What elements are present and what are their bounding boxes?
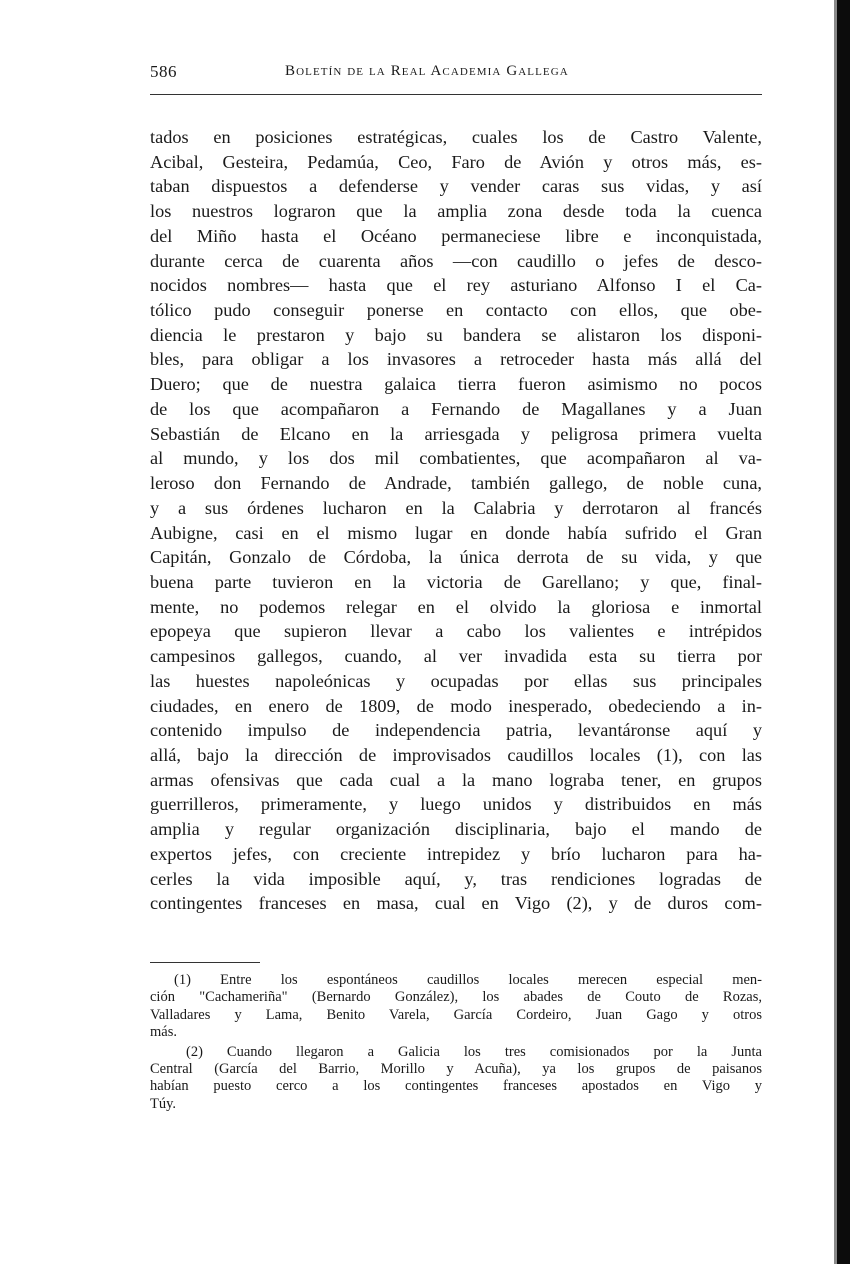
text-line: Sebastián de Elcano en la arriesgada y peligrosa primera vuelta [150,423,762,444]
text-line: de los que acompañaron a Fernando de Magallanes y a Juan [150,398,762,419]
text-line: ciudades, en enero de 1809, de modo inesperado, obedeciendo a in- [150,695,762,716]
text-line: tados en posiciones estratégicas, cuales los de Castro Valente, [150,127,762,147]
footnote-line: (2) Cuando llegaron a Galicia los tres comisionados por la Junta [186,1043,762,1060]
text-line: amplia y regular organización disciplinaria, bajo el mando de [150,819,762,840]
text-line: contingentes franceses en masa, cual en Vigo (2), y de duros com- [150,893,762,914]
text-line: leroso don Fernando de Andrade, también gallego, de noble cuna, [150,473,762,494]
footnote-line: (1) Entre los espontáneos caudillos locales merecen especial men- [174,972,762,988]
text-line: armas ofensivas que cada cual a la mano lograba tener, en grupos [150,769,762,790]
body-paragraph [150,125,762,916]
text-line: campesinos gallegos, cuando, al ver invadida esta su tierra por [150,646,762,667]
text-line: y a sus órdenes lucharon en la Calabria y derrotaron al francés [150,497,762,518]
footnote-1 [150,972,762,1042]
footnote-rule [150,962,260,963]
footnotes [150,972,762,1113]
text-line: epopeya que supieron llevar a cabo los valientes e intrépidos [150,621,762,642]
footnote-line: ción "Cachameriña" (Bernardo González), los abades de Couto de Rozas, [150,989,762,1006]
page-header [150,62,762,88]
text-line: del Miño hasta el Océano permaneciese libre e inconquistada, [150,225,762,246]
text-line: expertos jefes, con creciente intrepidez y brío lucharon para ha- [150,843,762,864]
text-line: bles, para obligar a los invasores a retroceder hasta más allá del [150,349,762,370]
text-line: Capitán, Gonzalo de Córdoba, la única derrota de su vida, y que [150,547,762,568]
text-line: allá, bajo la dirección de improvisados caudillos locales (1), con las [150,744,762,765]
text-line: las huestes napoleónicas y ocupadas por ellas sus principales [150,670,762,691]
page-number: 586 [150,62,177,81]
footnote-line: habían puesto cerco a los contingentes franceses apostados en Vigo y [150,1078,762,1095]
text-line: mente, no podemos relegar en el olvido la gloriosa e inmortal [150,596,762,617]
book-spine-border [837,0,850,1264]
footnote-line: más. [150,1024,177,1041]
text-line: guerrilleros, primeramente, y luego unidos y distribuidos en más [150,794,762,815]
text-line: tólico pudo conseguir ponerse en contacto con ellos, que obe- [150,300,762,321]
running-title: Boletín de la Real Academia Gallega [285,63,569,79]
footnote-2 [150,1044,762,1114]
footnote-line: Valladares y Lama, Benito Varela, García Cordeiro, Juan Gago y otros [150,1006,762,1023]
text-line: buena parte tuvieron en la victoria de Garellano; y que, final- [150,571,762,592]
text-line: nocidos nombres— hasta que el rey asturiano Alfonso I el Ca- [150,275,762,296]
text-line: Acibal, Gesteira, Pedamúa, Ceo, Faro de Avión y otros más, es- [150,151,762,172]
text-line: contenido impulso de independencia patria, levantáronse aquí y [150,720,762,741]
text-line: Duero; que de nuestra galaica tierra fueron asimismo no pocos [150,374,762,395]
footnote-line: Central (García del Barrio, Morillo y Acuña), ya los grupos de paisanos [150,1061,762,1078]
text-line: al mundo, y los dos mil combatientes, que acompañaron al va- [150,448,762,469]
text-line: diencia le prestaron y bajo su bandera se alistaron los disponi- [150,324,762,345]
text-line: taban dispuestos a defenderse y vender caras sus vidas, y así [150,176,762,197]
footnote-line: Túy. [150,1095,177,1112]
text-line: durante cerca de cuarenta años —con caudillo o jefes de desco- [150,250,762,271]
text-line: cerles la vida imposible aquí, y, tras rendiciones logradas de [150,868,762,889]
text-line: Aubigne, casi en el mismo lugar en donde había sufrido el Gran [150,522,762,543]
text-line: los nuestros lograron que la amplia zona desde toda la cuenca [150,201,762,222]
header-rule [150,94,762,95]
